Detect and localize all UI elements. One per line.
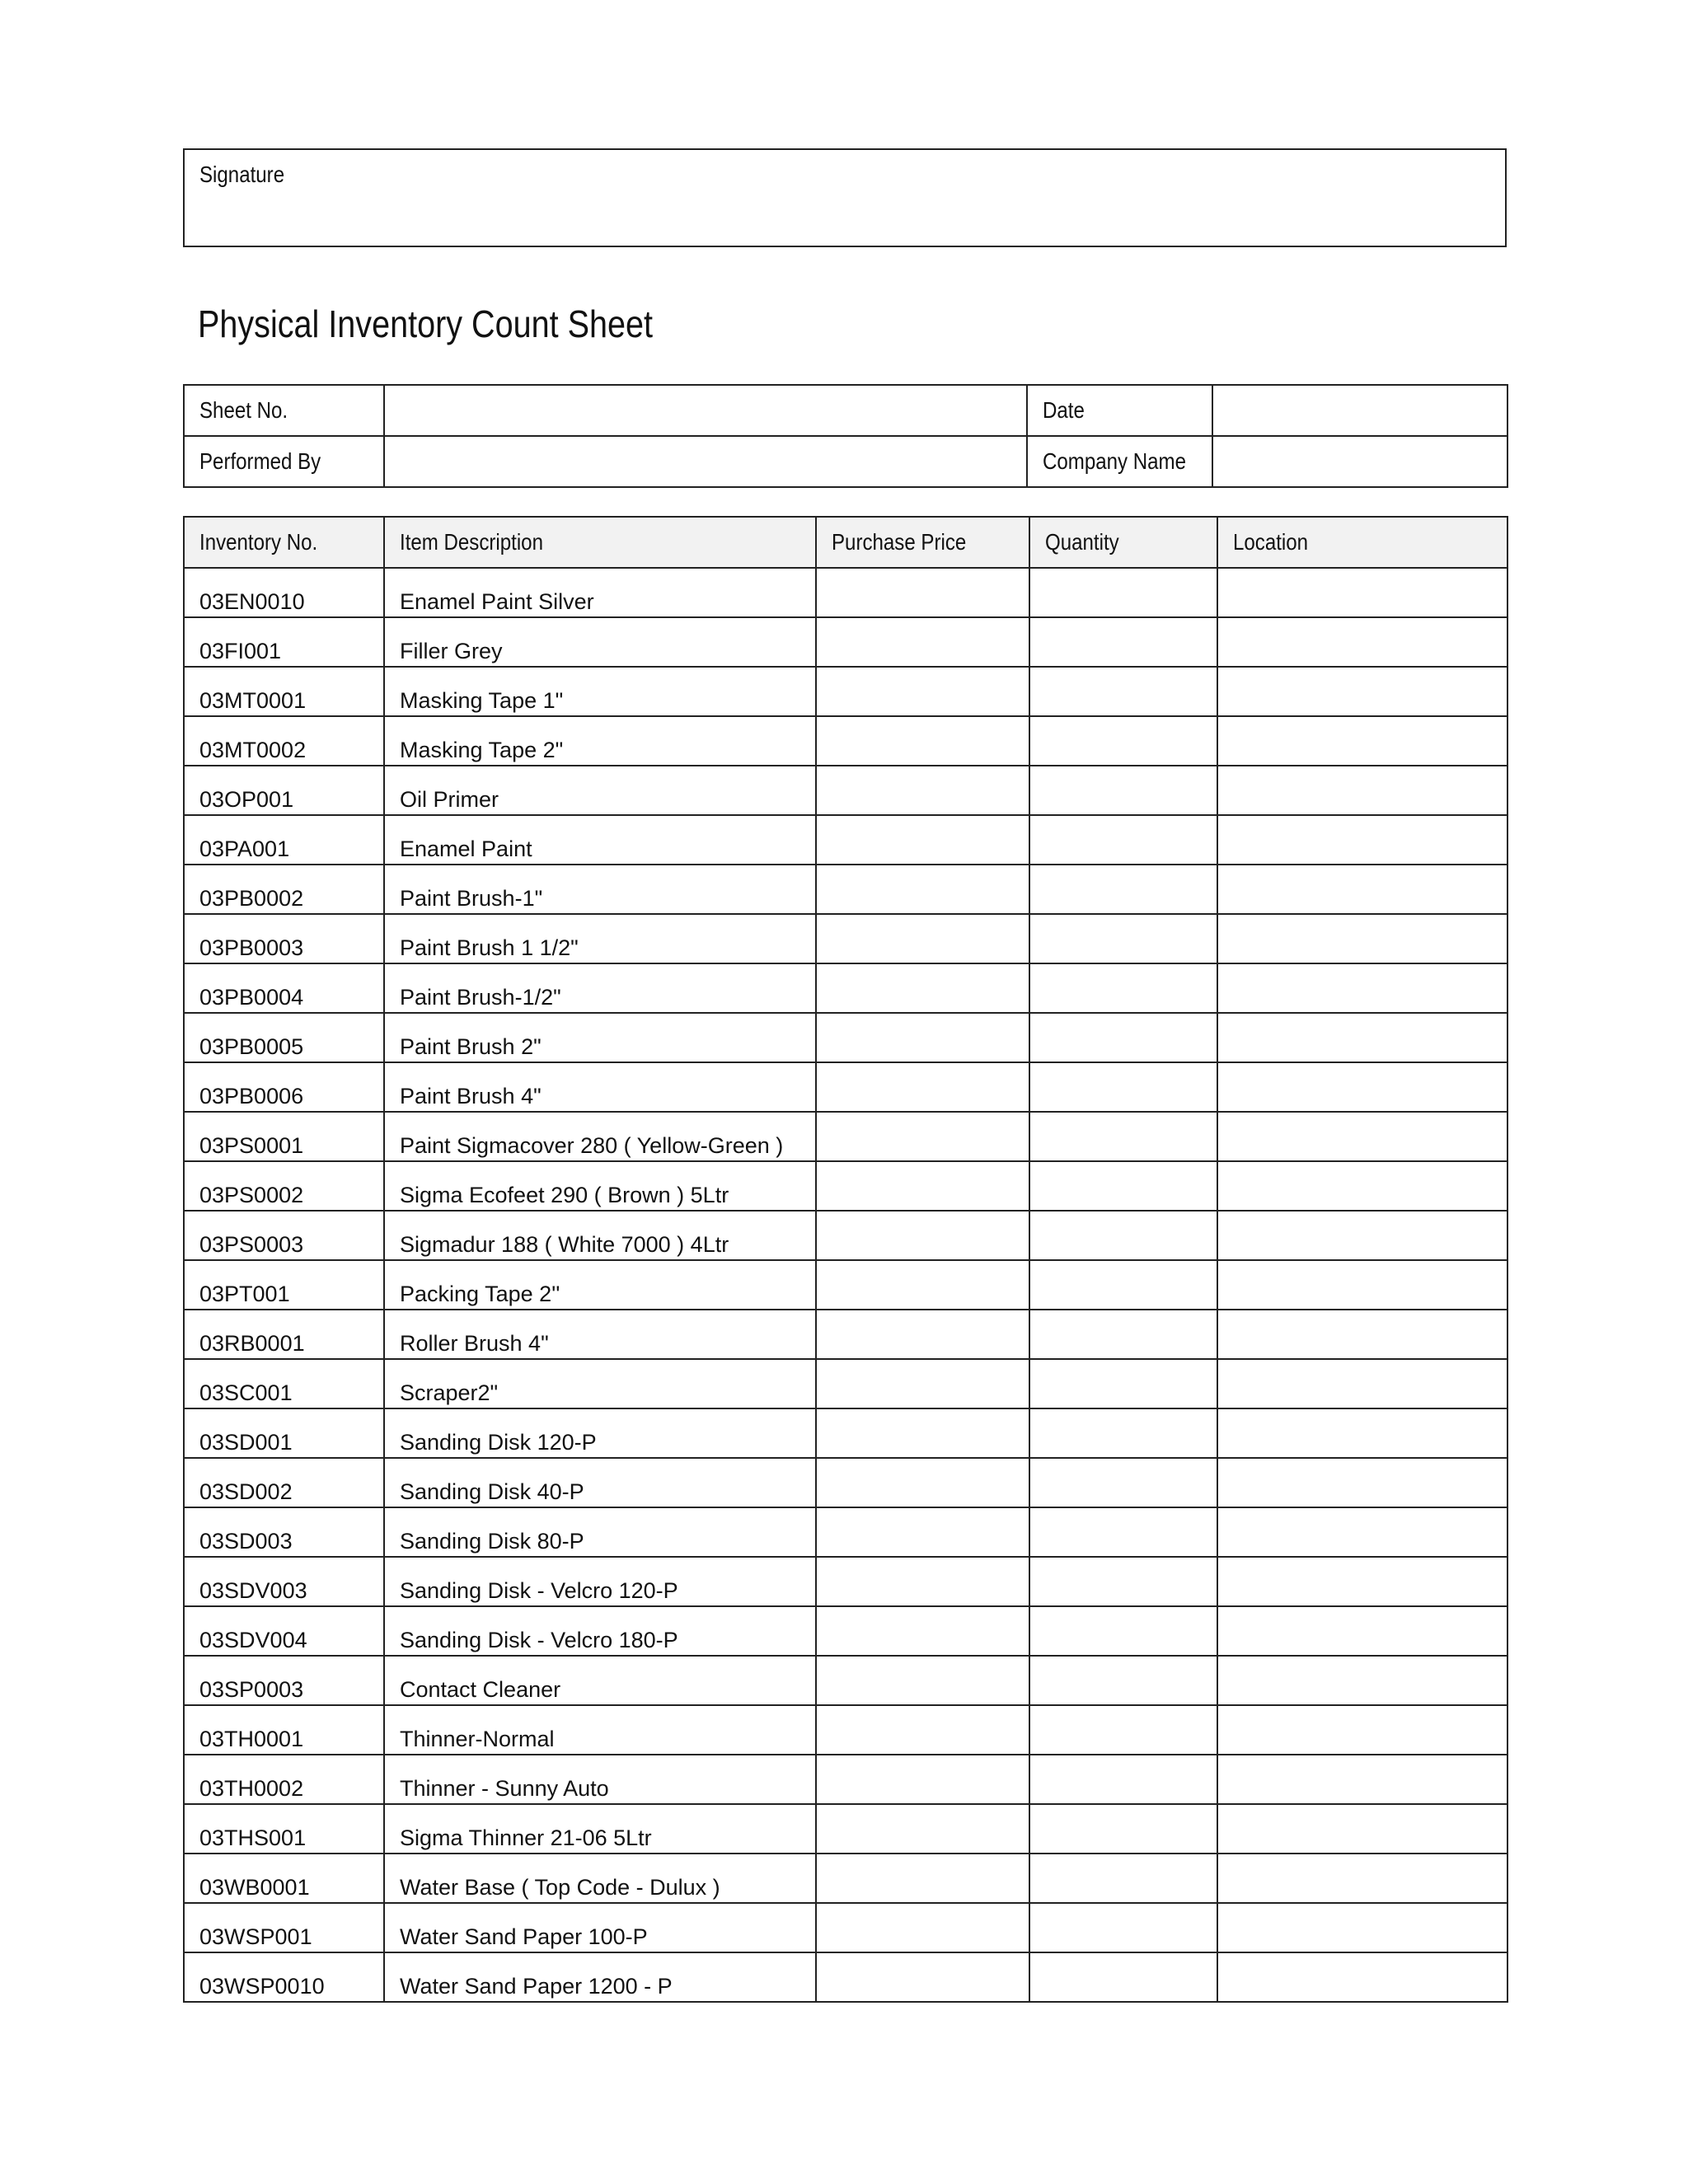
table-row (184, 1359, 1507, 1408)
inventory-no-cell: 03SP0003 (184, 1656, 384, 1705)
inventory-no-cell: 03THS001 (184, 1804, 384, 1854)
item-description-cell: Packing Tape 2'' (384, 1260, 816, 1310)
performed-by-label: Performed By (199, 448, 321, 474)
item-description-cell: Enamel Paint Silver (384, 568, 816, 617)
quantity-field[interactable] (1029, 1952, 1217, 2002)
inventory-no-cell: 03SC001 (184, 1359, 384, 1408)
sheet-no-label: Sheet No. (199, 397, 288, 423)
inventory-no-cell: 03WSP0010 (184, 1952, 384, 2002)
inventory-no-cell: 03PB0005 (184, 1013, 384, 1062)
inventory-no-cell: 03SDV003 (184, 1557, 384, 1606)
table-row (184, 815, 1507, 865)
location-field[interactable] (1217, 865, 1507, 914)
inventory-no-cell: 03PS0003 (184, 1211, 384, 1260)
purchase-price-field[interactable] (816, 865, 1029, 914)
inventory-no-cell: 03RB0001 (184, 1310, 384, 1359)
inventory-no-cell: 03EN0010 (184, 568, 384, 617)
item-description-cell: Paint Brush-1/2" (384, 963, 816, 1013)
header-inventory-no: Inventory No. (184, 517, 384, 568)
purchase-price-field[interactable] (816, 1507, 1029, 1557)
item-description-cell: Sanding Disk - Velcro 120-P (384, 1557, 816, 1606)
inventory-no-cell: 03OP001 (184, 766, 384, 815)
quantity-field[interactable] (1029, 1211, 1217, 1260)
info-row-sheet (184, 385, 1507, 436)
quantity-field[interactable] (1029, 716, 1217, 766)
location-field[interactable] (1217, 1606, 1507, 1656)
purchase-price-field[interactable] (816, 1804, 1029, 1854)
purchase-price-field[interactable] (816, 1755, 1029, 1804)
purchase-price-field[interactable] (816, 1854, 1029, 1903)
inventory-no-cell: 03TH0002 (184, 1755, 384, 1804)
table-row (184, 1161, 1507, 1211)
item-description-cell: Water Sand Paper 1200 - P (384, 1952, 816, 2002)
location-field[interactable] (1217, 1507, 1507, 1557)
purchase-price-field[interactable] (816, 716, 1029, 766)
header-item-description: Item Description (384, 517, 816, 568)
item-description-cell: Paint Brush 2" (384, 1013, 816, 1062)
signature-box[interactable] (183, 148, 1507, 247)
item-description-cell: Paint Brush-1" (384, 865, 816, 914)
signature-label: Signature (199, 162, 285, 187)
inventory-no-cell: 03PB0006 (184, 1062, 384, 1112)
header-location: Location (1217, 517, 1507, 568)
item-description-cell: Paint Sigmacover 280 ( Yellow-Green ) (384, 1112, 816, 1161)
purchase-price-field[interactable] (816, 963, 1029, 1013)
item-description-cell: Water Sand Paper 100-P (384, 1903, 816, 1952)
location-field[interactable] (1217, 914, 1507, 963)
purchase-price-field[interactable] (816, 1952, 1029, 2002)
date-label: Date (1043, 397, 1085, 423)
date-field[interactable] (1212, 385, 1507, 436)
inventory-no-cell: 03PT001 (184, 1260, 384, 1310)
table-row (184, 1854, 1507, 1903)
location-field[interactable] (1217, 1903, 1507, 1952)
table-row (184, 1260, 1507, 1310)
table-row (184, 1112, 1507, 1161)
table-row (184, 1606, 1507, 1656)
inventory-no-cell: 03MT0001 (184, 667, 384, 716)
quantity-field[interactable] (1029, 1557, 1217, 1606)
table-row (184, 1557, 1507, 1606)
item-description-cell: Sanding Disk 80-P (384, 1507, 816, 1557)
item-description-cell: Paint Brush 1 1/2" (384, 914, 816, 963)
purchase-price-field[interactable] (816, 1013, 1029, 1062)
quantity-field[interactable] (1029, 1854, 1217, 1903)
inventory-no-cell: 03MT0002 (184, 716, 384, 766)
table-row (184, 1705, 1507, 1755)
location-field[interactable] (1217, 1804, 1507, 1854)
quantity-field[interactable] (1029, 1013, 1217, 1062)
item-description-cell: Sigma Ecofeet 290 ( Brown ) 5Ltr (384, 1161, 816, 1211)
purchase-price-field[interactable] (816, 1606, 1029, 1656)
quantity-field[interactable] (1029, 963, 1217, 1013)
item-description-cell: Sanding Disk 120-P (384, 1408, 816, 1458)
location-field[interactable] (1217, 1408, 1507, 1458)
inventory-no-cell: 03WB0001 (184, 1854, 384, 1903)
table-row (184, 1656, 1507, 1705)
quantity-field[interactable] (1029, 1705, 1217, 1755)
item-description-cell: Sigmadur 188 ( White 7000 ) 4Ltr (384, 1211, 816, 1260)
location-field[interactable] (1217, 963, 1507, 1013)
location-field[interactable] (1217, 617, 1507, 667)
info-row-performed (184, 436, 1507, 487)
quantity-field[interactable] (1029, 1507, 1217, 1557)
quantity-field[interactable] (1029, 1656, 1217, 1705)
inventory-no-cell: 03TH0001 (184, 1705, 384, 1755)
purchase-price-field[interactable] (816, 766, 1029, 815)
performed-by-field[interactable] (384, 436, 1027, 487)
table-row (184, 766, 1507, 815)
inventory-no-cell: 03PB0004 (184, 963, 384, 1013)
quantity-field[interactable] (1029, 1458, 1217, 1507)
location-field[interactable] (1217, 1656, 1507, 1705)
company-name-field[interactable] (1212, 436, 1507, 487)
quantity-field[interactable] (1029, 914, 1217, 963)
table-row (184, 1458, 1507, 1507)
quantity-field[interactable] (1029, 1112, 1217, 1161)
inventory-no-cell: 03PB0003 (184, 914, 384, 963)
location-field[interactable] (1217, 1359, 1507, 1408)
location-field[interactable] (1217, 766, 1507, 815)
location-field[interactable] (1217, 568, 1507, 617)
purchase-price-field[interactable] (816, 1161, 1029, 1211)
location-field[interactable] (1217, 1310, 1507, 1359)
location-field[interactable] (1217, 1013, 1507, 1062)
purchase-price-field[interactable] (816, 1310, 1029, 1359)
purchase-price-field[interactable] (816, 1705, 1029, 1755)
sheet-no-label-cell (184, 385, 384, 436)
date-label-cell (1027, 385, 1212, 436)
inventory-no-cell: 03SDV004 (184, 1606, 384, 1656)
item-description-cell: Contact Cleaner (384, 1656, 816, 1705)
table-row (184, 865, 1507, 914)
inventory-no-cell: 03PB0002 (184, 865, 384, 914)
item-description-cell: Sigma Thinner 21-06 5Ltr (384, 1804, 816, 1854)
item-description-cell: Oil Primer (384, 766, 816, 815)
table-row (184, 1903, 1507, 1952)
page-title: Physical Inventory Count Sheet (198, 302, 653, 345)
quantity-field[interactable] (1029, 667, 1217, 716)
table-row (184, 1062, 1507, 1112)
company-name-label-cell (1027, 436, 1212, 487)
item-description-cell: Sanding Disk 40-P (384, 1458, 816, 1507)
table-row (184, 1013, 1507, 1062)
location-field[interactable] (1217, 1458, 1507, 1507)
quantity-field[interactable] (1029, 1755, 1217, 1804)
purchase-price-field[interactable] (816, 568, 1029, 617)
header-quantity: Quantity (1029, 517, 1217, 568)
item-description-cell: Thinner - Sunny Auto (384, 1755, 816, 1804)
location-field[interactable] (1217, 667, 1507, 716)
table-row (184, 617, 1507, 667)
sheet-no-field[interactable] (384, 385, 1027, 436)
purchase-price-field[interactable] (816, 1458, 1029, 1507)
quantity-field[interactable] (1029, 865, 1217, 914)
location-field[interactable] (1217, 1705, 1507, 1755)
location-field[interactable] (1217, 1062, 1507, 1112)
inventory-no-cell: 03WSP001 (184, 1903, 384, 1952)
quantity-field[interactable] (1029, 617, 1217, 667)
quantity-field[interactable] (1029, 1408, 1217, 1458)
item-description-cell: Sanding Disk - Velcro 180-P (384, 1606, 816, 1656)
quantity-field[interactable] (1029, 1062, 1217, 1112)
table-row (184, 716, 1507, 766)
table-row (184, 1507, 1507, 1557)
purchase-price-field[interactable] (816, 1656, 1029, 1705)
inventory-no-cell: 03FI001 (184, 617, 384, 667)
item-description-cell: Masking Tape 2" (384, 716, 816, 766)
inventory-table-body (184, 568, 1507, 2002)
table-row (184, 1804, 1507, 1854)
quantity-field[interactable] (1029, 1903, 1217, 1952)
quantity-field[interactable] (1029, 815, 1217, 865)
performed-by-label-cell (184, 436, 384, 487)
purchase-price-field[interactable] (816, 1062, 1029, 1112)
location-field[interactable] (1217, 1211, 1507, 1260)
inventory-no-cell: 03SD003 (184, 1507, 384, 1557)
company-name-label: Company Name (1043, 448, 1186, 474)
location-field[interactable] (1217, 815, 1507, 865)
location-field[interactable] (1217, 1161, 1507, 1211)
purchase-price-field[interactable] (816, 1903, 1029, 1952)
quantity-field[interactable] (1029, 1310, 1217, 1359)
table-row (184, 1408, 1507, 1458)
purchase-price-field[interactable] (816, 1359, 1029, 1408)
purchase-price-field[interactable] (816, 617, 1029, 667)
quantity-field[interactable] (1029, 1359, 1217, 1408)
location-field[interactable] (1217, 1260, 1507, 1310)
quantity-field[interactable] (1029, 1606, 1217, 1656)
inventory-table (183, 516, 1508, 2003)
purchase-price-field[interactable] (816, 815, 1029, 865)
table-row (184, 1211, 1507, 1260)
inventory-no-cell: 03PA001 (184, 815, 384, 865)
item-description-cell: Enamel Paint (384, 815, 816, 865)
location-field[interactable] (1217, 716, 1507, 766)
quantity-field[interactable] (1029, 1804, 1217, 1854)
purchase-price-field[interactable] (816, 1408, 1029, 1458)
table-row (184, 963, 1507, 1013)
purchase-price-field[interactable] (816, 914, 1029, 963)
table-row (184, 1755, 1507, 1804)
quantity-field[interactable] (1029, 1260, 1217, 1310)
table-row (184, 914, 1507, 963)
inventory-header-row (184, 517, 1507, 568)
inventory-no-cell: 03PS0002 (184, 1161, 384, 1211)
purchase-price-field[interactable] (816, 1557, 1029, 1606)
item-description-cell: Paint Brush 4" (384, 1062, 816, 1112)
table-row (184, 667, 1507, 716)
item-description-cell: Scraper2" (384, 1359, 816, 1408)
location-field[interactable] (1217, 1755, 1507, 1804)
sheet-info-table (183, 384, 1508, 488)
purchase-price-field[interactable] (816, 1112, 1029, 1161)
location-field[interactable] (1217, 1557, 1507, 1606)
item-description-cell: Filler Grey (384, 617, 816, 667)
inventory-no-cell: 03SD001 (184, 1408, 384, 1458)
table-row (184, 1952, 1507, 2002)
table-row (184, 1310, 1507, 1359)
purchase-price-field[interactable] (816, 1260, 1029, 1310)
location-field[interactable] (1217, 1952, 1507, 2002)
item-description-cell: Water Base ( Top Code - Dulux ) (384, 1854, 816, 1903)
item-description-cell: Roller Brush 4" (384, 1310, 816, 1359)
table-row (184, 568, 1507, 617)
item-description-cell: Thinner-Normal (384, 1705, 816, 1755)
location-field[interactable] (1217, 1854, 1507, 1903)
purchase-price-field[interactable] (816, 667, 1029, 716)
item-description-cell: Masking Tape 1" (384, 667, 816, 716)
quantity-field[interactable] (1029, 568, 1217, 617)
quantity-field[interactable] (1029, 1161, 1217, 1211)
location-field[interactable] (1217, 1112, 1507, 1161)
header-purchase-price: Purchase Price (816, 517, 1029, 568)
inventory-no-cell: 03PS0001 (184, 1112, 384, 1161)
purchase-price-field[interactable] (816, 1211, 1029, 1260)
quantity-field[interactable] (1029, 766, 1217, 815)
inventory-no-cell: 03SD002 (184, 1458, 384, 1507)
